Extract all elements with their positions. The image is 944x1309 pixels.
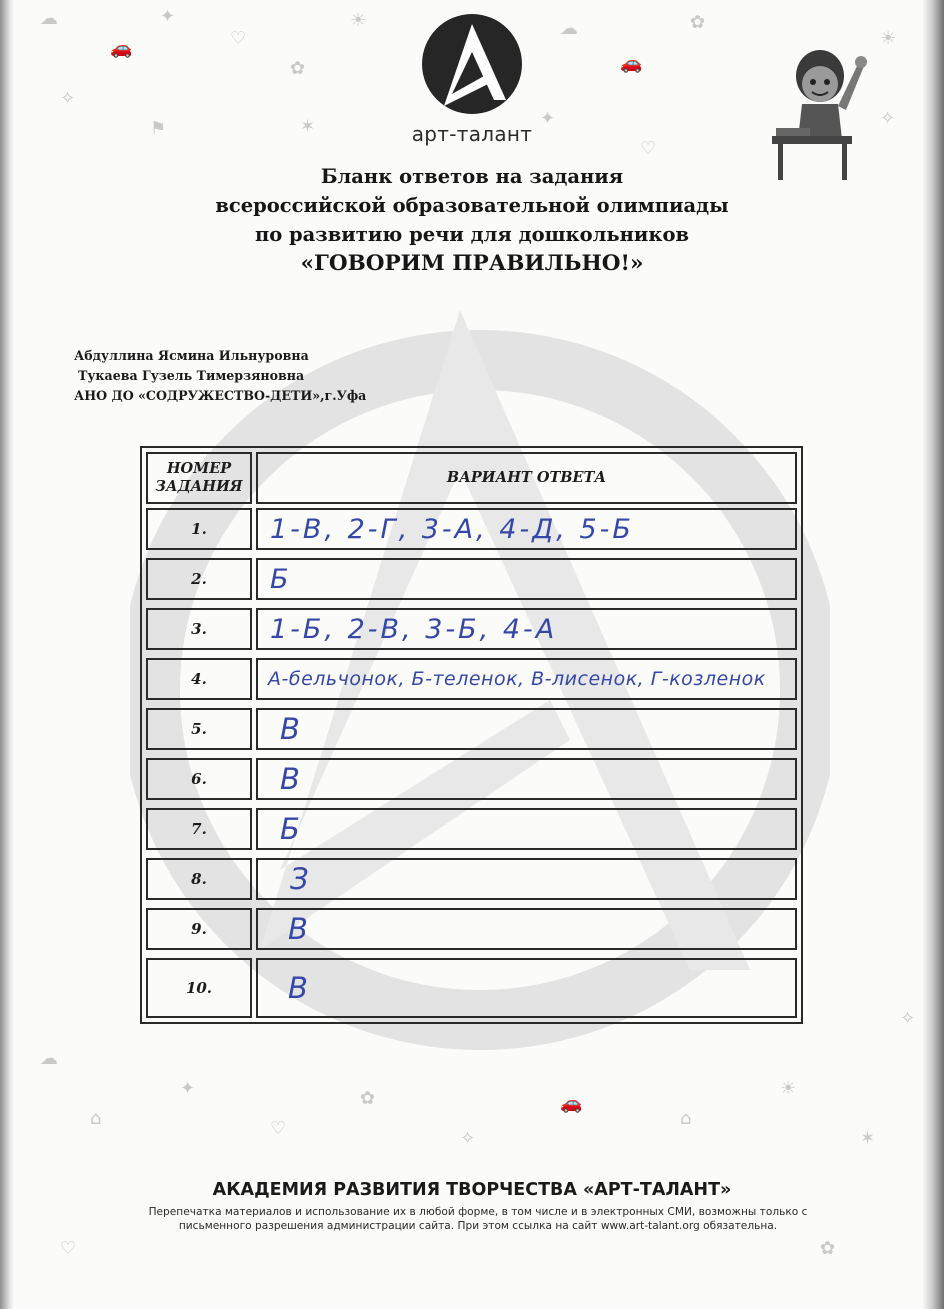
house-doodle-icon: ⌂ <box>90 1108 102 1129</box>
logo-text: арт-талант <box>411 122 533 146</box>
footer-academy-name: АКАДЕМИЯ РАЗВИТИЯ ТВОРЧЕСТВА «АРТ-ТАЛАНТ» <box>212 1180 732 1200</box>
task-number: 6. <box>146 758 252 800</box>
handwritten-answer: Б <box>256 558 797 600</box>
cloud-doodle-icon: ☁ <box>560 18 578 39</box>
heart-doodle-icon: ♡ <box>230 28 247 49</box>
title-line-1: Бланк ответов на задания <box>320 165 624 188</box>
document-title <box>0 162 944 278</box>
bird-doodle-icon: ✧ <box>60 88 76 109</box>
rocket-doodle-icon: ⚑ <box>150 118 167 139</box>
title-line-3: по развитию речи для дошкольников <box>254 223 690 246</box>
footer-copyright-note <box>108 1205 848 1233</box>
sun-doodle-icon: ☀ <box>350 10 367 31</box>
header-number-line-2: ЗАДАНИЯ <box>155 478 243 495</box>
footer-note-line-1: Перепечатка материалов и использование их в любой форме, в том числе и в электронных СМИ, возможны только с <box>148 1206 808 1218</box>
car-doodle-icon: 🚗 <box>620 53 643 74</box>
task-number: 1. <box>146 508 252 550</box>
handwritten-answer: 1-В, 2-Г, 3-А, 4-Д, 5-Б <box>256 508 797 550</box>
flower-doodle-icon: ✿ <box>690 12 706 33</box>
cloud-doodle-icon: ☁ <box>40 1048 58 1069</box>
header-number-line-1: НОМЕР <box>166 460 232 477</box>
task-number: 5. <box>146 708 252 750</box>
star-doodle-icon: ✶ <box>300 116 316 137</box>
bird-doodle-icon: ✧ <box>880 108 896 129</box>
star-doodle-icon: ✦ <box>540 108 556 129</box>
flower-doodle-icon: ✿ <box>820 1238 836 1259</box>
sun-doodle-icon: ☀ <box>880 28 897 49</box>
handwritten-answer: В <box>256 758 797 800</box>
task-number: 3. <box>146 608 252 650</box>
title-line-2: всероссийской образовательной олимпиады <box>215 194 729 217</box>
task-number: 10. <box>146 958 252 1018</box>
olympiad-name: «ГОВОРИМ ПРАВИЛЬНО!» <box>300 251 644 276</box>
task-number: 2. <box>146 558 252 600</box>
star-doodle-icon: ✦ <box>160 6 176 27</box>
ice-cream-doodle-icon: ✧ <box>900 1008 916 1029</box>
authors-block <box>74 346 366 406</box>
handwritten-answer: Б <box>256 808 797 850</box>
author-2: Тукаева Гузель Тимерзяновна <box>78 368 305 383</box>
flower-doodle-icon: ✿ <box>290 58 306 79</box>
header-answer-variant: ВАРИАНТ ОТВЕТА <box>256 452 797 504</box>
organization: АНО ДО «СОДРУЖЕСТВО-ДЕТИ»,г.Уфа <box>74 388 367 403</box>
heart-doodle-icon: ♡ <box>60 1238 77 1259</box>
footer-note-line-2: письменного разрешения администрации сайта. При этом ссылка на сайт www.art-talant.org обязательна. <box>178 1220 778 1232</box>
answers-table <box>140 446 803 1024</box>
star-doodle-icon: ✶ <box>860 1128 876 1149</box>
handwritten-answer: З <box>256 858 797 900</box>
task-number: 8. <box>146 858 252 900</box>
art-talant-logo <box>418 10 526 118</box>
handwritten-answer: В <box>256 708 797 750</box>
cloud-doodle-icon: ☁ <box>40 8 58 29</box>
star-doodle-icon: ✦ <box>180 1078 196 1099</box>
bird-doodle-icon: ✧ <box>460 1128 476 1149</box>
author-1: Абдуллина Ясмина Ильнуровна <box>74 348 309 363</box>
handwritten-answer: В <box>256 908 797 950</box>
task-number: 9. <box>146 908 252 950</box>
car-doodle-icon: 🚗 <box>110 38 133 59</box>
car-doodle-icon: 🚗 <box>560 1093 583 1114</box>
task-number: 4. <box>146 658 252 700</box>
flower-doodle-icon: ✿ <box>360 1088 376 1109</box>
header-task-number <box>146 452 252 504</box>
handwritten-answer: А-бельчонок, Б-теленок, В-лисенок, Г-козленок <box>256 658 797 700</box>
heart-doodle-icon: ♡ <box>270 1118 287 1139</box>
task-number: 7. <box>146 808 252 850</box>
heart-doodle-icon: ♡ <box>640 138 657 159</box>
house-doodle-icon: ⌂ <box>680 1108 692 1129</box>
sun-doodle-icon: ☀ <box>780 1078 797 1099</box>
handwritten-answer: 1-Б, 2-В, 3-Б, 4-А <box>256 608 797 650</box>
handwritten-answer: В <box>256 958 797 1018</box>
